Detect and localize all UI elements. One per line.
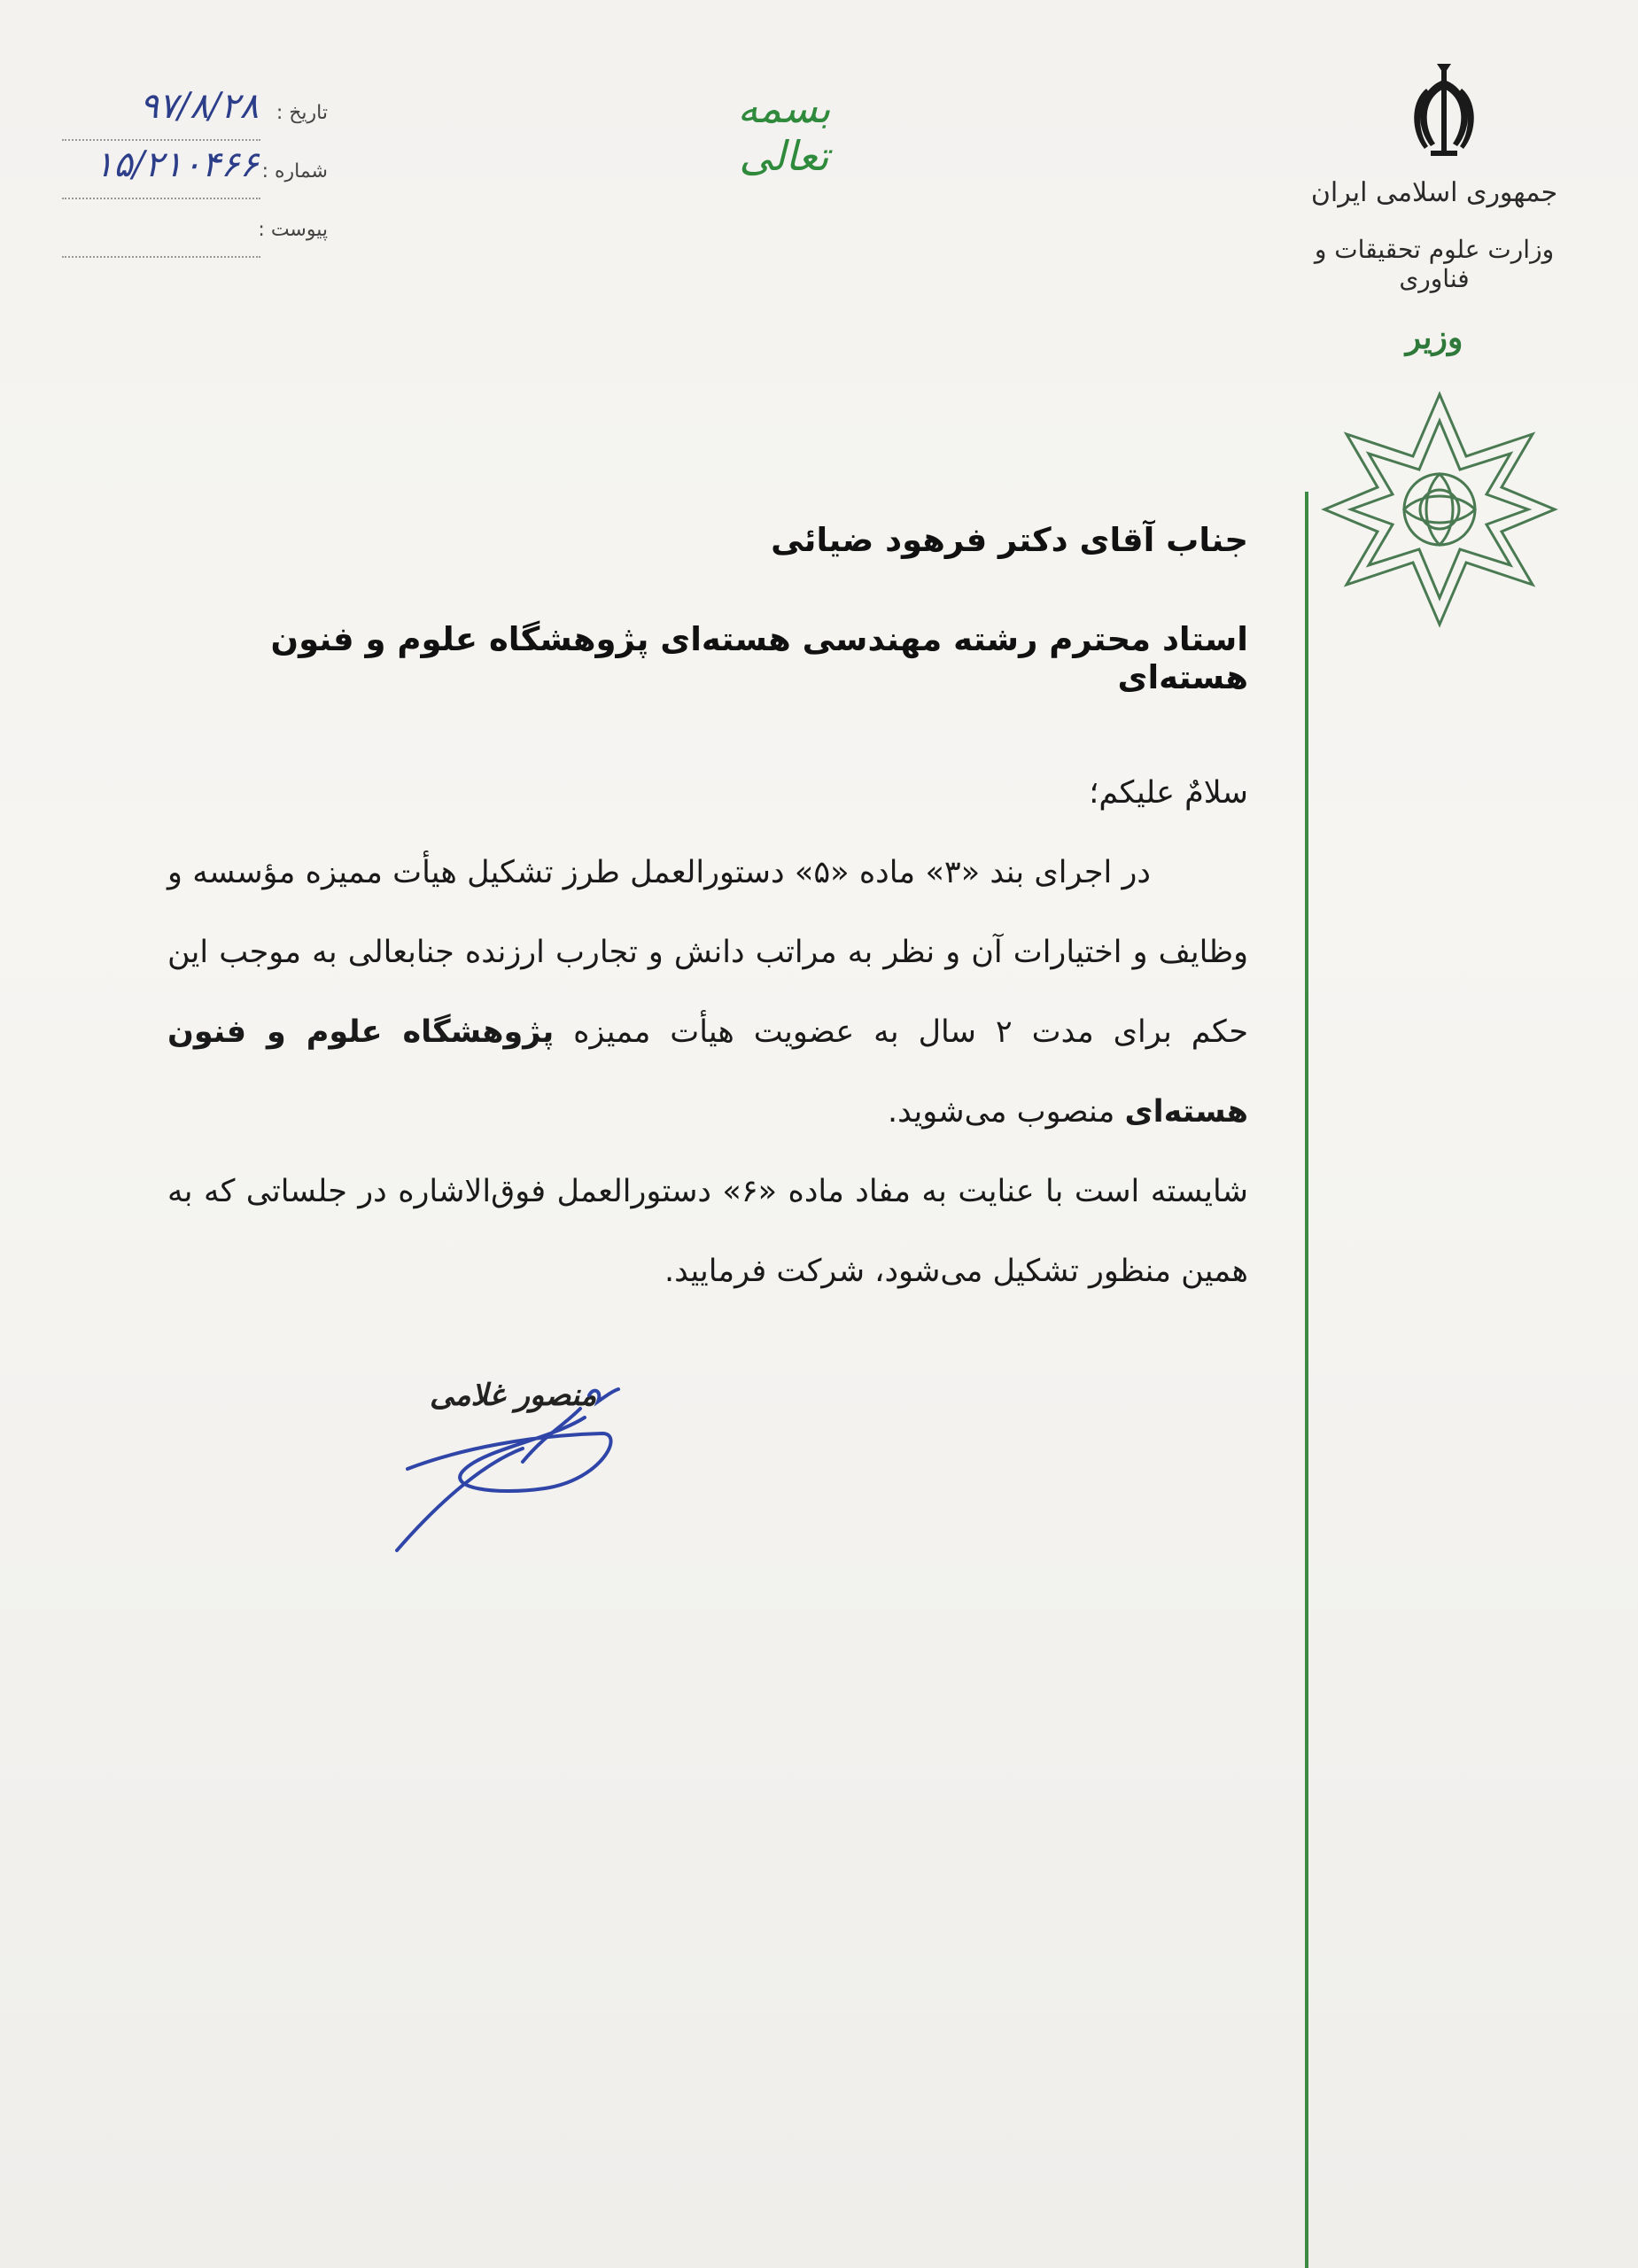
minister-title: وزیر: [1405, 319, 1463, 356]
iran-emblem-icon: [1391, 62, 1497, 168]
paragraph-1-text: در اجرای بند «۳» ماده «۵» دستورالعمل طرز تشکیل هیأت ممیزه مؤسسه و وظایف و اختیارات آن و نظر به مراتب دانش و تجارب ارزنده جنابعالی به موجب این حکم برای مدت ۲ سال به عضویت هیأت ممیزه: [167, 855, 1248, 1050]
number-label: شماره :: [261, 160, 328, 183]
number-row: [35, 144, 328, 210]
signatory-name: منصور غلامی: [430, 1378, 597, 1413]
attachment-line: [62, 256, 260, 258]
date-row: [35, 86, 328, 151]
addressee-name: جناب آقای دکتر فرهود ضیائی: [771, 521, 1248, 559]
date-label: تاریخ :: [276, 102, 328, 124]
islamic-star-ornament-icon: [1311, 381, 1568, 638]
letter-meta: [35, 86, 328, 268]
attachment-row: [35, 210, 328, 268]
number-value: ۱۵/۲۱۰۴۶۶: [94, 144, 259, 185]
body-paragraph-2: شایسته است با عنایت به مفاد ماده «۶» دستورالعمل فوق‌الاشاره در جلساتی که به همین منظور تشکیل می‌شود، شرکت فرمایید.: [167, 1174, 1248, 1289]
ministry-title: وزارت علوم تحقیقات و فناوری: [1314, 235, 1555, 293]
bismillah-heading: بسمه تعالی: [737, 84, 831, 180]
attachment-label: پیوست :: [258, 219, 328, 241]
addressee-title: استاد محترم رشته مهندسی هسته‌ای پژوهشگاه علوم و فنون هسته‌ای: [270, 620, 1248, 696]
number-line: [62, 198, 260, 199]
paragraph-1-end: منصوب می‌شوید.: [887, 1094, 1115, 1130]
republic-title: جمهوری اسلامی ایران: [1310, 177, 1558, 208]
paragraph-1-bold: پژوهشگاه علوم و فنون هسته‌ای: [167, 1014, 1248, 1130]
date-value: ۹۷/۸/۲۸: [139, 86, 259, 127]
handwritten-signature: [390, 1364, 673, 1577]
greeting: سلامٌ علیکم؛: [1089, 775, 1248, 811]
date-line: [62, 139, 260, 141]
letter-body: [167, 753, 1248, 1311]
body-paragraph-1: [167, 833, 1248, 1152]
vertical-green-rule: [1305, 492, 1308, 2268]
